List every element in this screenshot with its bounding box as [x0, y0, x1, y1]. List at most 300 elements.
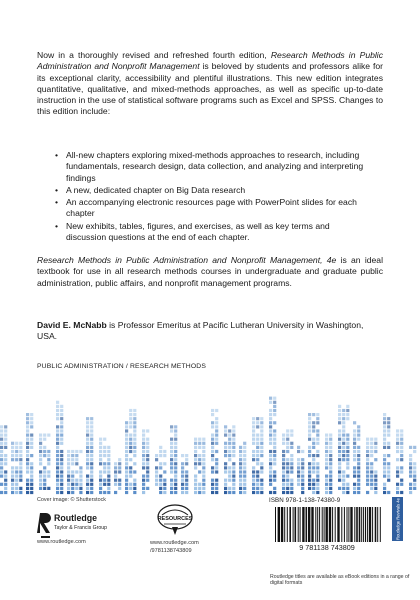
skyline-tile: [243, 483, 246, 486]
skyline-tile: [170, 483, 173, 486]
skyline-tile: [269, 466, 272, 469]
skyline-tile: [43, 475, 46, 478]
skyline-tile: [39, 458, 42, 461]
skyline-tile: [194, 446, 197, 449]
skyline-tile: [181, 479, 184, 482]
skyline-tile: [260, 470, 263, 473]
skyline-tile: [43, 454, 46, 457]
barcode-bar: [278, 507, 280, 542]
bullet-marker: •: [55, 220, 59, 231]
skyline-tile: [346, 413, 349, 416]
skyline-tile: [374, 483, 377, 486]
skyline-tile: [99, 450, 102, 453]
skyline-tile: [86, 434, 89, 437]
skyline-tile: [357, 450, 360, 453]
skyline-tile: [346, 405, 349, 408]
skyline-tile: [232, 454, 235, 457]
barcode-bar: [287, 507, 288, 542]
skyline-tile: [269, 438, 272, 441]
skyline-tile: [15, 483, 18, 486]
skyline-tile: [170, 487, 173, 490]
skyline-tile: [163, 483, 166, 486]
skyline-tile: [198, 454, 201, 457]
skyline-tile: [107, 487, 110, 490]
skyline-tile: [383, 487, 386, 490]
skyline-tile: [39, 475, 42, 478]
skyline-tile: [118, 458, 121, 461]
skyline-tile: [329, 462, 332, 465]
skyline-tile: [90, 470, 93, 473]
resources-website-line-2: /9781138743809: [150, 548, 192, 554]
skyline-tile: [273, 487, 276, 490]
skyline-tile: [282, 475, 285, 478]
skyline-tile: [338, 413, 341, 416]
skyline-tile: [11, 475, 14, 478]
skyline-tile: [75, 462, 78, 465]
barcode: [269, 506, 386, 552]
skyline-tile: [325, 491, 328, 494]
skyline-tile: [75, 450, 78, 453]
skyline-tile: [228, 429, 231, 432]
skyline-tile: [383, 470, 386, 473]
skyline-tile: [0, 446, 3, 449]
skyline-tile: [383, 462, 386, 465]
skyline-tile: [297, 446, 300, 449]
skyline-tile: [308, 413, 311, 416]
skyline-tile: [224, 487, 227, 490]
skyline-tile: [15, 450, 18, 453]
skyline-tile: [86, 429, 89, 432]
skyline-tile: [269, 429, 272, 432]
intro-body: is beloved by students and professors alike for its exceptional clarity, accessibility and plentiful illustrations. This new edition integrates quantitative, qualitative, and mixed-methods approaches, as well as specific up-to-date instruction in the use of statistical software programs such as Excel and SPSS. Changes to this edition include:: [37, 61, 384, 117]
skyline-tile: [232, 491, 235, 494]
skyline-tile: [374, 470, 377, 473]
skyline-tile: [228, 479, 231, 482]
skyline-tile: [90, 429, 93, 432]
skyline-tile: [129, 450, 132, 453]
skyline-tile: [224, 470, 227, 473]
skyline-tile: [215, 479, 218, 482]
skyline-tile: [286, 438, 289, 441]
skyline-tile: [260, 434, 263, 437]
skyline-tile: [269, 425, 272, 428]
skyline-tile: [370, 462, 373, 465]
skyline-tile: [129, 458, 132, 461]
skyline-tile: [211, 434, 214, 437]
skyline-tile: [60, 421, 63, 424]
skyline-tile: [11, 446, 14, 449]
skyline-tile: [107, 450, 110, 453]
skyline-tile: [338, 470, 341, 473]
skyline-tile: [357, 470, 360, 473]
skyline-tile: [366, 454, 369, 457]
skyline-tile: [125, 458, 128, 461]
skyline-tile: [260, 454, 263, 457]
skyline-tile: [15, 479, 18, 482]
skyline-tile: [383, 466, 386, 469]
skyline-tile: [383, 413, 386, 416]
skyline-tile: [90, 442, 93, 445]
skyline-tile: [357, 462, 360, 465]
skyline-tile: [409, 491, 412, 494]
skyline-tile: [15, 475, 18, 478]
skyline-tile: [273, 405, 276, 408]
publisher-group: Taylor & Francis Group: [54, 525, 108, 531]
barcode-bar: [300, 507, 301, 542]
skyline-tile: [232, 434, 235, 437]
skyline-tile: [26, 413, 29, 416]
skyline-tile: [129, 487, 132, 490]
skyline-tile: [125, 450, 128, 453]
skyline-tile: [163, 470, 166, 473]
skyline-tile: [290, 454, 293, 457]
skyline-tile: [19, 475, 22, 478]
skyline-tile: [357, 491, 360, 494]
skyline-tile: [174, 458, 177, 461]
skyline-tile: [260, 421, 263, 424]
skyline-tile: [107, 483, 110, 486]
skyline-tile: [290, 446, 293, 449]
skyline-tile: [383, 454, 386, 457]
skyline-tile: [366, 475, 369, 478]
bullet-marker: •: [55, 184, 59, 195]
skyline-tile: [19, 458, 22, 461]
skyline-tile: [387, 462, 390, 465]
skyline-tile: [133, 470, 136, 473]
skyline-tile: [282, 442, 285, 445]
skyline-tile: [67, 458, 70, 461]
skyline-tile: [260, 429, 263, 432]
skyline-tile: [282, 450, 285, 453]
skyline-tile: [155, 483, 158, 486]
skyline-tile: [338, 487, 341, 490]
barcode-bar: [348, 507, 349, 542]
skyline-tile: [19, 446, 22, 449]
skyline-tile: [26, 479, 29, 482]
skyline-tile: [357, 429, 360, 432]
ideal-body: is an ideal textbook for use in all research methods courses in undergraduate and graduate public administration, public affairs, and nonprofit management programs.: [37, 255, 383, 288]
barcode-bar: [363, 507, 364, 542]
skyline-tile: [329, 446, 332, 449]
list-item: [55, 197, 367, 220]
skyline-tile: [43, 450, 46, 453]
skyline-tile: [232, 429, 235, 432]
skyline-tile: [383, 421, 386, 424]
skyline-tile: [370, 483, 373, 486]
skyline-tile: [228, 466, 231, 469]
skyline-tile: [342, 450, 345, 453]
skyline-tile: [325, 438, 328, 441]
skyline-tile: [357, 454, 360, 457]
skyline-tile: [202, 450, 205, 453]
skyline-tile: [170, 479, 173, 482]
skyline-tile: [86, 491, 89, 494]
skyline-tile: [396, 429, 399, 432]
skyline-tile: [374, 438, 377, 441]
skyline-tile: [269, 409, 272, 412]
skyline-tile: [387, 466, 390, 469]
skyline-tile: [90, 458, 93, 461]
skyline-tile: [301, 483, 304, 486]
skyline-tile: [19, 442, 22, 445]
skyline-tile: [329, 438, 332, 441]
skyline-tile: [370, 438, 373, 441]
skyline-tile: [260, 417, 263, 420]
skyline-tile: [252, 425, 255, 428]
skyline-tile: [387, 442, 390, 445]
skyline-tile: [396, 438, 399, 441]
skyline-tile: [90, 479, 93, 482]
skyline-tile: [11, 442, 14, 445]
skyline-tile: [142, 446, 145, 449]
skyline-tile: [353, 466, 356, 469]
skyline-tile: [383, 425, 386, 428]
skyline-tile: [0, 475, 3, 478]
list-item: [55, 221, 367, 244]
barcode-bar: [293, 507, 294, 542]
skyline-tile: [286, 483, 289, 486]
skyline-tile: [56, 429, 59, 432]
skyline-tile: [357, 466, 360, 469]
skyline-tile: [228, 487, 231, 490]
skyline-tile: [308, 438, 311, 441]
skyline-tile: [400, 450, 403, 453]
skyline-tile: [316, 491, 319, 494]
skyline-tile: [15, 491, 18, 494]
skyline-tile: [125, 470, 128, 473]
skyline-tile: [260, 442, 263, 445]
skyline-tile: [103, 438, 106, 441]
skyline-tile: [290, 487, 293, 490]
skyline-tile: [163, 491, 166, 494]
skyline-tile: [366, 483, 369, 486]
skyline-tile: [133, 487, 136, 490]
skyline-tile: [396, 483, 399, 486]
skyline-tile: [342, 479, 345, 482]
skyline-tile: [256, 434, 259, 437]
skyline-tile: [103, 466, 106, 469]
skyline-tile: [159, 475, 162, 478]
skyline-tile: [312, 438, 315, 441]
skyline-tile: [103, 483, 106, 486]
skyline-tile: [60, 417, 63, 420]
skyline-tile: [374, 479, 377, 482]
skyline-tile: [413, 470, 416, 473]
skyline-tile: [269, 417, 272, 420]
skyline-tile: [290, 483, 293, 486]
skyline-tile: [329, 466, 332, 469]
skyline-tile: [215, 438, 218, 441]
skyline-tile: [239, 458, 242, 461]
skyline-tile: [198, 491, 201, 494]
skyline-tile: [252, 466, 255, 469]
skyline-tile: [90, 475, 93, 478]
skyline-tile: [125, 454, 128, 457]
skyline-tile: [26, 454, 29, 457]
skyline-tile: [308, 475, 311, 478]
skyline-tile: [409, 462, 412, 465]
skyline-tile: [396, 466, 399, 469]
barcode-bar: [311, 507, 313, 542]
skyline-tile: [90, 462, 93, 465]
skyline-tile: [396, 442, 399, 445]
skyline-tile: [174, 429, 177, 432]
barcode-bar: [284, 507, 285, 542]
skyline-tile: [107, 462, 110, 465]
skyline-tile: [0, 466, 3, 469]
skyline-tile: [357, 479, 360, 482]
skyline-tile: [99, 458, 102, 461]
skyline-tile: [366, 458, 369, 461]
series-tag: [392, 497, 403, 541]
skyline-tile: [409, 466, 412, 469]
skyline-tile: [26, 425, 29, 428]
skyline-tile: [301, 450, 304, 453]
skyline-tile: [90, 450, 93, 453]
skyline-tile: [224, 483, 227, 486]
skyline-tile: [67, 491, 70, 494]
skyline-tile: [228, 475, 231, 478]
skyline-tile: [39, 479, 42, 482]
skyline-tile: [107, 454, 110, 457]
skyline-tile: [114, 479, 117, 482]
skyline-tile: [99, 483, 102, 486]
skyline-tile: [256, 462, 259, 465]
skyline-tile: [26, 438, 29, 441]
skyline-tile: [4, 475, 7, 478]
skyline-tile: [301, 491, 304, 494]
skyline-tile: [174, 442, 177, 445]
skyline-tile: [239, 470, 242, 473]
skyline-tile: [228, 446, 231, 449]
skyline-tile: [56, 434, 59, 437]
skyline-tile: [125, 491, 128, 494]
skyline-tile: [409, 475, 412, 478]
skyline-tile: [185, 458, 188, 461]
barcode-bar: [332, 507, 333, 542]
skyline-tile: [211, 491, 214, 494]
skyline-tile: [103, 446, 106, 449]
skyline-tile: [174, 475, 177, 478]
skyline-tile: [198, 446, 201, 449]
skyline-tile: [357, 483, 360, 486]
author-description: is Professor Emeritus at Pacific Lutheran University in Washington, USA.: [37, 320, 364, 342]
skyline-tile: [26, 458, 29, 461]
skyline-tile: [239, 475, 242, 478]
skyline-tile: [60, 491, 63, 494]
skyline-tile: [396, 446, 399, 449]
skyline-tile: [185, 479, 188, 482]
skyline-tile: [194, 483, 197, 486]
skyline-tile: [256, 475, 259, 478]
skyline-tile: [133, 462, 136, 465]
skyline-tile: [374, 487, 377, 490]
skyline-tile: [67, 479, 70, 482]
skyline-tile: [60, 470, 63, 473]
skyline-tile: [133, 429, 136, 432]
skyline-tile: [282, 466, 285, 469]
skyline-tile: [194, 462, 197, 465]
skyline-tile: [39, 434, 42, 437]
skyline-tile: [170, 491, 173, 494]
skyline-tile: [30, 470, 33, 473]
skyline-tile: [129, 442, 132, 445]
skyline-tile: [174, 450, 177, 453]
skyline-tile: [4, 479, 7, 482]
skyline-tile: [400, 470, 403, 473]
skyline-tile: [256, 491, 259, 494]
skyline-tile: [47, 487, 50, 490]
skyline-tile: [75, 487, 78, 490]
skyline-tile: [370, 450, 373, 453]
skyline-tile: [30, 491, 33, 494]
skyline-tile: [86, 462, 89, 465]
skyline-tile: [90, 446, 93, 449]
skyline-tile: [370, 475, 373, 478]
skyline-tile: [342, 413, 345, 416]
skyline-tile: [374, 475, 377, 478]
skyline-tile: [252, 475, 255, 478]
ebook-availability-note: Routledge titles are available as eBook editions in a range of digital formats: [270, 574, 410, 586]
skyline-tile: [215, 487, 218, 490]
skyline-tile: [396, 458, 399, 461]
skyline-tile: [211, 466, 214, 469]
skyline-tile: [325, 462, 328, 465]
skyline-tile: [353, 475, 356, 478]
skyline-tile: [142, 450, 145, 453]
skyline-tile: [383, 446, 386, 449]
skyline-tile: [325, 458, 328, 461]
skyline-tile: [159, 483, 162, 486]
author-name: David E. McNabb: [37, 320, 107, 330]
skyline-tile: [346, 458, 349, 461]
skyline-tile: [86, 487, 89, 490]
skyline-tile: [260, 462, 263, 465]
skyline-tile: [125, 475, 128, 478]
skyline-tile: [114, 491, 117, 494]
skyline-tile: [56, 479, 59, 482]
skyline-tile: [60, 450, 63, 453]
barcode-bar: [341, 507, 342, 542]
skyline-tile: [346, 466, 349, 469]
skyline-tile: [316, 479, 319, 482]
skyline-tile: [202, 483, 205, 486]
skyline-tile: [346, 409, 349, 412]
skyline-tile: [194, 454, 197, 457]
skyline-tile: [142, 454, 145, 457]
skyline-tile: [338, 462, 341, 465]
skyline-tile: [19, 462, 22, 465]
skyline-tile: [60, 479, 63, 482]
skyline-tile: [30, 417, 33, 420]
skyline-tile: [228, 450, 231, 453]
skyline-tile: [297, 475, 300, 478]
skyline-tile: [329, 479, 332, 482]
skyline-tile: [129, 470, 132, 473]
skyline-tile: [118, 462, 121, 465]
skyline-tile: [338, 475, 341, 478]
skyline-tile: [374, 450, 377, 453]
skyline-tile: [387, 475, 390, 478]
skyline-tile: [400, 466, 403, 469]
skyline-tile: [228, 442, 231, 445]
skyline-tile: [211, 413, 214, 416]
skyline-tile: [224, 454, 227, 457]
skyline-tile: [269, 458, 272, 461]
skyline-tile: [0, 429, 3, 432]
skyline-tile: [43, 466, 46, 469]
resources-website-line-1: www.routledge.com: [150, 540, 199, 546]
